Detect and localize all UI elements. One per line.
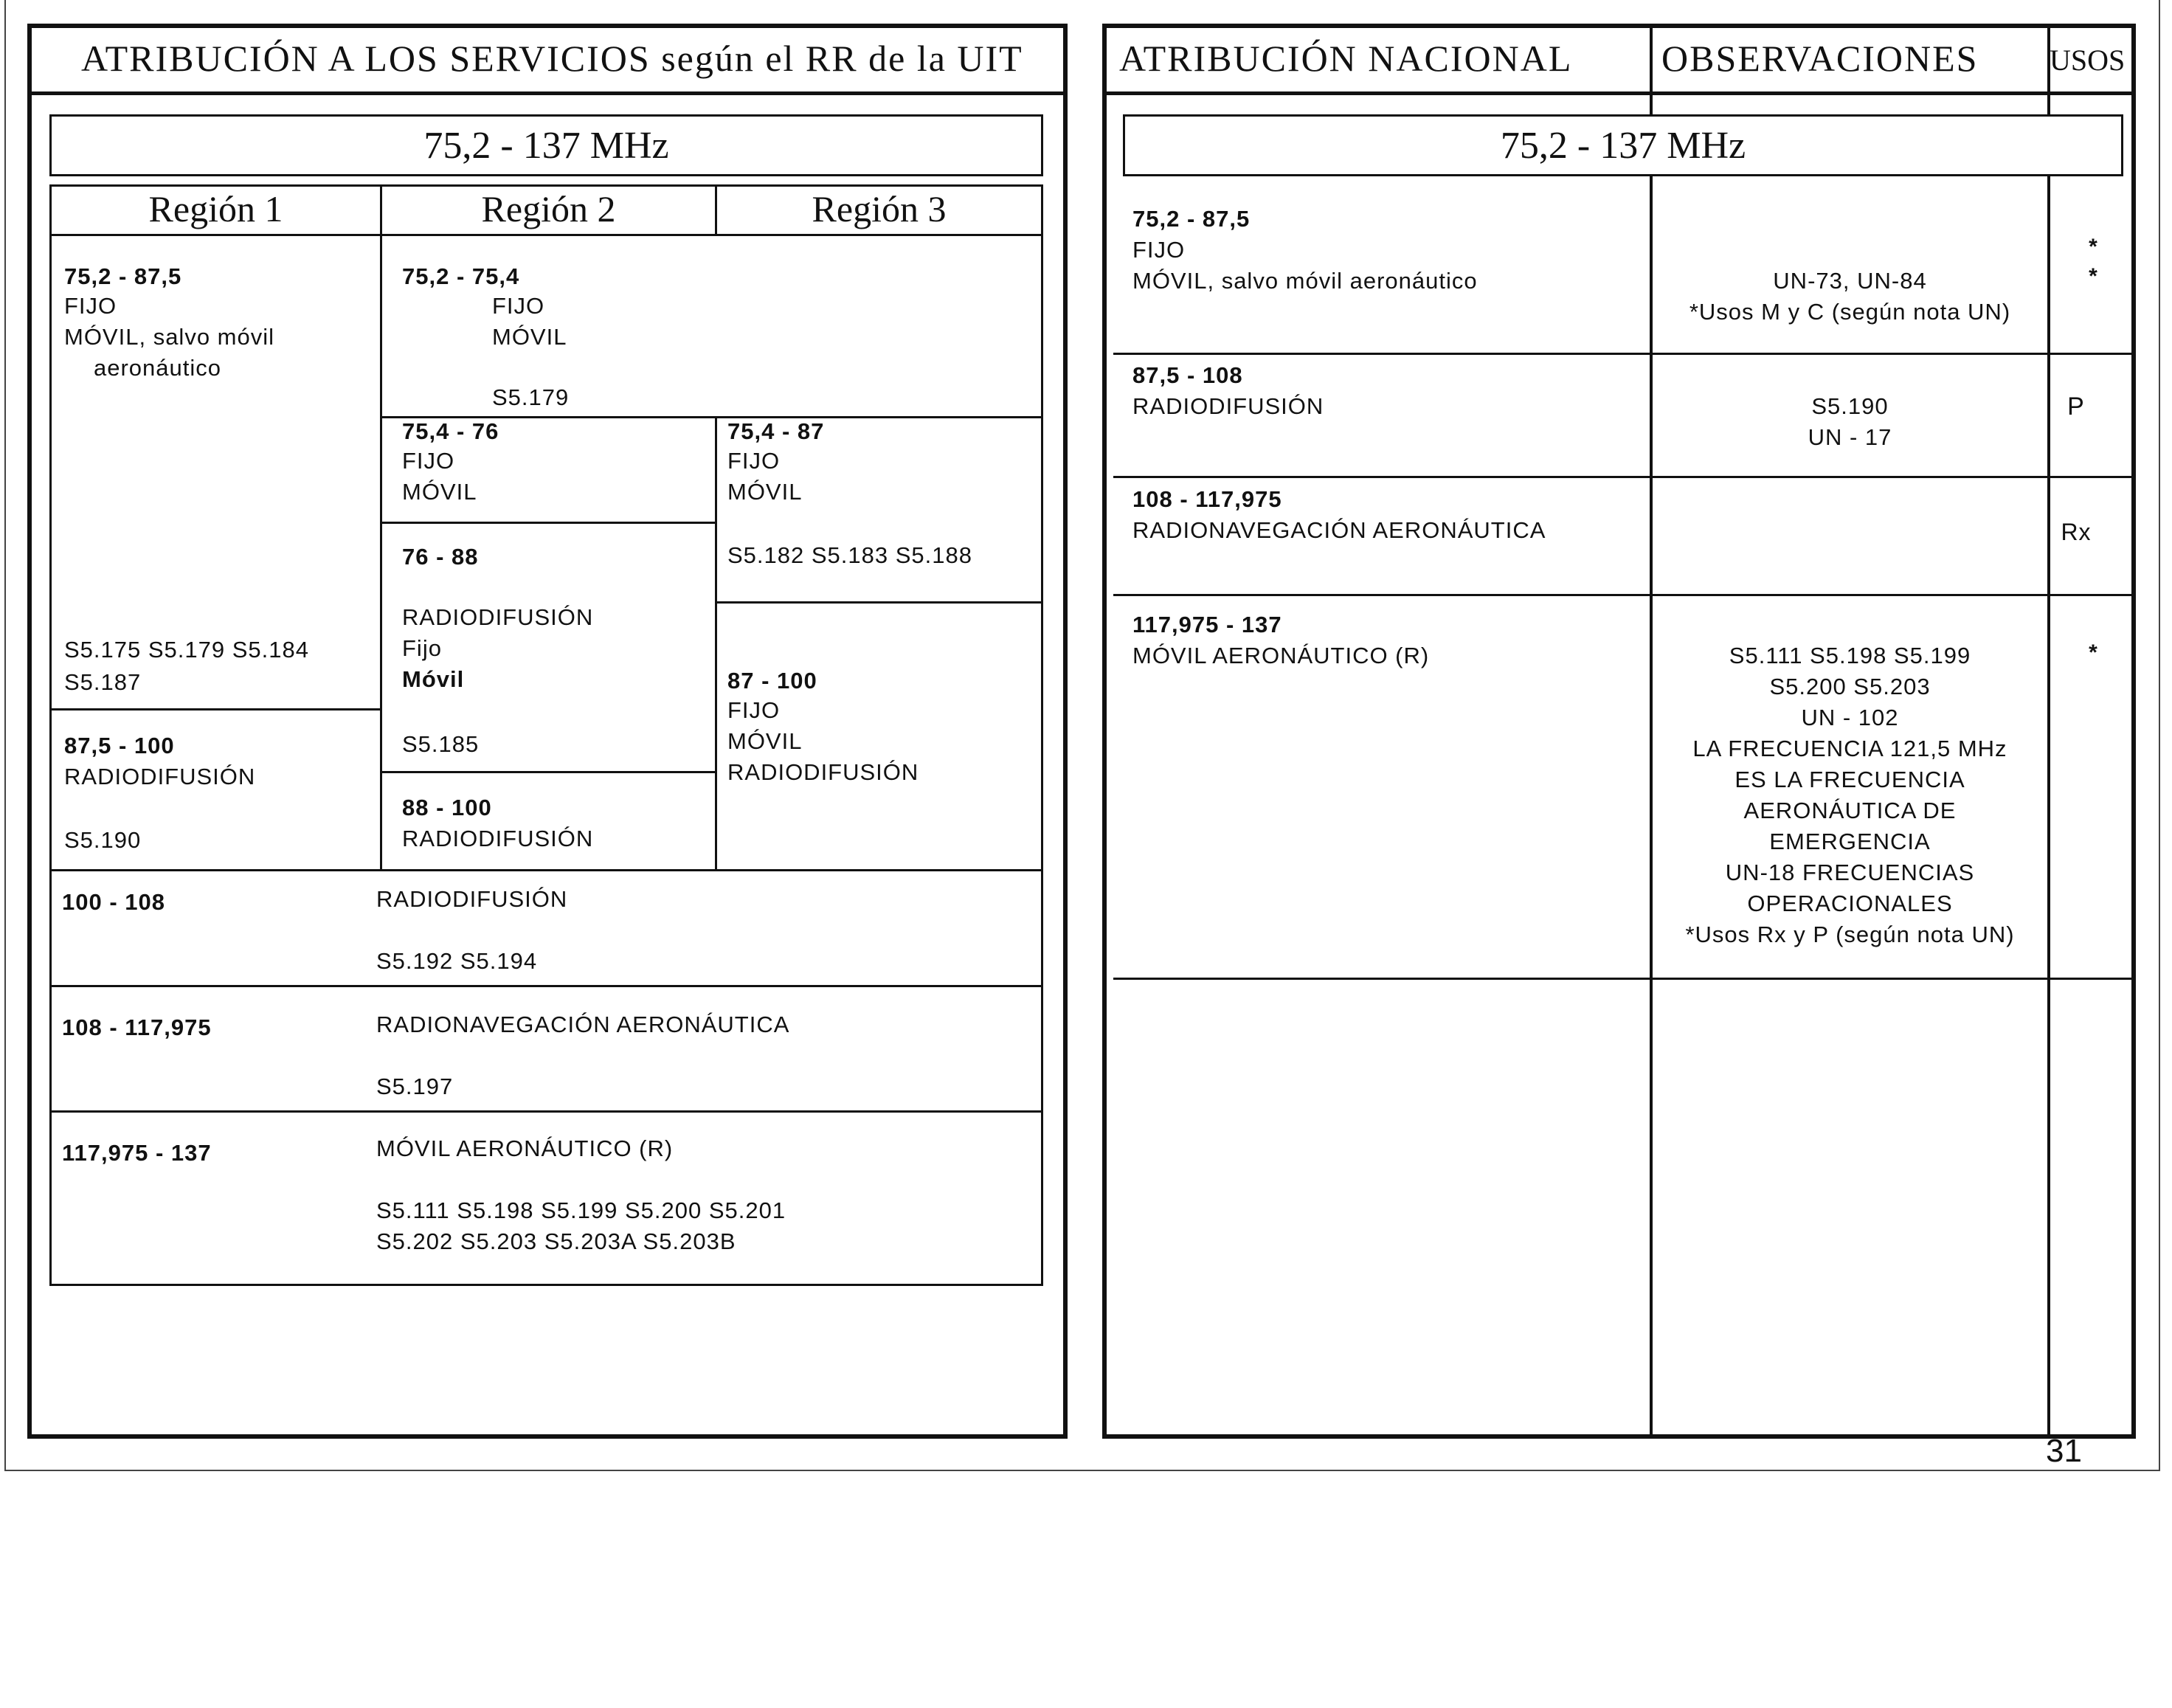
national-row-divider xyxy=(1113,476,2134,478)
usos-marker: * xyxy=(2089,640,2097,665)
usos-marker: Rx xyxy=(2061,519,2092,545)
page-footer-line xyxy=(4,1470,2160,1471)
usos-marker: P xyxy=(2067,393,2085,421)
r2-split-76 xyxy=(382,522,715,524)
r1-footnotes: S5.175 S5.179 S5.184 xyxy=(64,637,309,663)
left-row-range: 117,975 - 137 xyxy=(62,1140,212,1166)
usos-title: USOS xyxy=(2050,44,2126,77)
region-divider-2-3-lower xyxy=(715,416,717,871)
r2-range-88-100: 88 - 100 xyxy=(402,795,492,820)
itu-allocation-title: ATRIBUCIÓN A LOS SERVICIOS según el RR de la UIT xyxy=(81,38,1023,79)
r1-service-line: aeronáutico xyxy=(94,355,222,381)
page-edge-right xyxy=(2159,0,2160,1471)
region-1-header: Región 1 xyxy=(148,188,283,229)
region-header-bottom xyxy=(49,234,1043,236)
national-row-observation: S5.200 S5.203 xyxy=(1769,674,1931,699)
region-grid-right xyxy=(1041,184,1043,1285)
r3-service-line: MÓVIL xyxy=(727,728,803,754)
r1-range-87-100: 87,5 - 100 xyxy=(64,733,175,758)
left-row-footnotes: S5.197 xyxy=(376,1073,454,1099)
left-row-service: RADIONAVEGACIÓN AERONÁUTICA xyxy=(376,1012,790,1037)
r2-range-76-88: 76 - 88 xyxy=(402,544,479,570)
r1-split xyxy=(49,708,382,710)
left-row-range: 100 - 108 xyxy=(62,889,165,915)
left-row-footnotes: S5.202 S5.203 S5.203A S5.203B xyxy=(376,1228,736,1254)
national-row-observation: UN-18 FRECUENCIAS xyxy=(1725,860,1975,885)
national-row-observation: *Usos Rx y P (según nota UN) xyxy=(1685,922,2015,947)
page-number: 31 xyxy=(2046,1433,2082,1469)
r2-footnote: S5.185 xyxy=(402,731,480,757)
r2-service-radiodifusion: RADIODIFUSIÓN xyxy=(402,604,594,630)
usos-marker: * xyxy=(2089,235,2097,259)
national-row-observation: AERONÁUTICA DE xyxy=(1743,798,1957,823)
left-row-service: RADIODIFUSIÓN xyxy=(376,886,568,912)
r2-service-line: FIJO xyxy=(492,293,545,319)
left-table-bottom xyxy=(49,1284,1043,1286)
region-3-header: Región 3 xyxy=(812,188,947,229)
national-row-divider xyxy=(1113,353,2134,355)
r1-range-75-87: 75,2 - 87,5 xyxy=(64,263,182,289)
region-2-header: Región 2 xyxy=(481,188,616,229)
r3-service-line: FIJO xyxy=(727,697,781,723)
national-row-divider xyxy=(1113,978,2134,980)
region-divider-1-2 xyxy=(380,184,382,871)
national-row-observation: *Usos M y C (según nota UN) xyxy=(1689,299,2011,325)
national-row-observation: UN - 102 xyxy=(1801,705,1899,730)
national-row-observation: EMERGENCIA xyxy=(1769,829,1931,854)
r2-service-line: Móvil xyxy=(402,666,465,692)
r3-split xyxy=(717,601,1043,604)
r1-service-line: FIJO xyxy=(64,293,117,319)
national-row-service: MÓVIL AERONÁUTICO (R) xyxy=(1132,643,1430,668)
left-title-divider xyxy=(30,91,1065,95)
r2-range-75-4-76: 75,4 - 76 xyxy=(402,418,499,444)
r3-range-87-100: 87 - 100 xyxy=(727,668,817,694)
national-row-service: RADIONAVEGACIÓN AERONÁUTICA xyxy=(1132,517,1546,543)
usos-marker: * xyxy=(2089,264,2097,288)
r2-footnote: S5.179 xyxy=(492,384,570,410)
national-row-observation: UN-73, UN-84 xyxy=(1773,268,1927,294)
r2-service-line: Fijo xyxy=(402,635,442,661)
national-row-range: 87,5 - 108 xyxy=(1132,362,1243,388)
region-header-top xyxy=(49,184,1043,187)
r2-service-line: MÓVIL xyxy=(492,324,567,350)
right-band-header: 75,2 - 137 MHz xyxy=(1123,114,2123,176)
observaciones-title: OBSERVACIONES xyxy=(1661,38,1979,79)
r3-service-line: MÓVIL xyxy=(727,479,803,505)
left-band-header: 75,2 - 137 MHz xyxy=(49,114,1043,176)
r3-range-75-4-87: 75,4 - 87 xyxy=(727,418,825,444)
region-grid-left xyxy=(49,184,52,1285)
national-row-observation: ES LA FRECUENCIA xyxy=(1735,767,1965,792)
national-row-range: 117,975 - 137 xyxy=(1132,612,1282,637)
left-row-footnotes: S5.111 S5.198 S5.199 S5.200 S5.201 xyxy=(376,1197,786,1223)
r2-range-75-2-75-4: 75,2 - 75,4 xyxy=(402,263,520,289)
r1-footnotes: S5.187 xyxy=(64,669,142,695)
r3-service-line: FIJO xyxy=(727,448,781,474)
page-edge-left xyxy=(4,0,6,1471)
left-row-range: 108 - 117,975 xyxy=(62,1014,212,1040)
national-row-service: FIJO xyxy=(1132,237,1186,263)
national-row-observation: LA FRECUENCIA 121,5 MHz xyxy=(1692,736,2007,761)
left-row-divider xyxy=(49,1110,1043,1113)
r2-service-line: FIJO xyxy=(402,448,455,474)
r1-footnote: S5.190 xyxy=(64,827,142,853)
left-row-footnotes: S5.192 S5.194 xyxy=(376,948,538,974)
right-title-divider xyxy=(1104,91,2134,95)
national-row-range: 108 - 117,975 xyxy=(1132,486,1282,512)
r3-service-line: RADIODIFUSIÓN xyxy=(727,759,919,785)
national-row-observation: S5.190 xyxy=(1811,393,1889,419)
left-row-service: MÓVIL AERONÁUTICO (R) xyxy=(376,1135,674,1161)
r2-service-line: MÓVIL xyxy=(402,479,477,505)
national-row-observation: OPERACIONALES xyxy=(1747,891,1953,916)
left-row-divider xyxy=(49,869,1043,871)
r2-split-88 xyxy=(382,771,715,773)
national-allocation-title: ATRIBUCIÓN NACIONAL xyxy=(1119,38,1573,79)
national-row-observation: UN - 17 xyxy=(1808,424,1892,450)
national-row-divider xyxy=(1113,594,2134,596)
r3-footnotes: S5.182 S5.183 S5.188 xyxy=(727,542,972,568)
national-row-range: 75,2 - 87,5 xyxy=(1132,206,1251,232)
national-row-service: MÓVIL, salvo móvil aeronáutico xyxy=(1132,268,1478,294)
r1-service-line: MÓVIL, salvo móvil xyxy=(64,324,275,350)
r2-service-radiodifusion: RADIODIFUSIÓN xyxy=(402,826,594,851)
national-row-observation: S5.111 S5.198 S5.199 xyxy=(1729,643,1971,668)
left-row-divider xyxy=(49,985,1043,987)
r1-service-radiodifusion: RADIODIFUSIÓN xyxy=(64,764,256,789)
national-row-service: RADIODIFUSIÓN xyxy=(1132,393,1324,419)
